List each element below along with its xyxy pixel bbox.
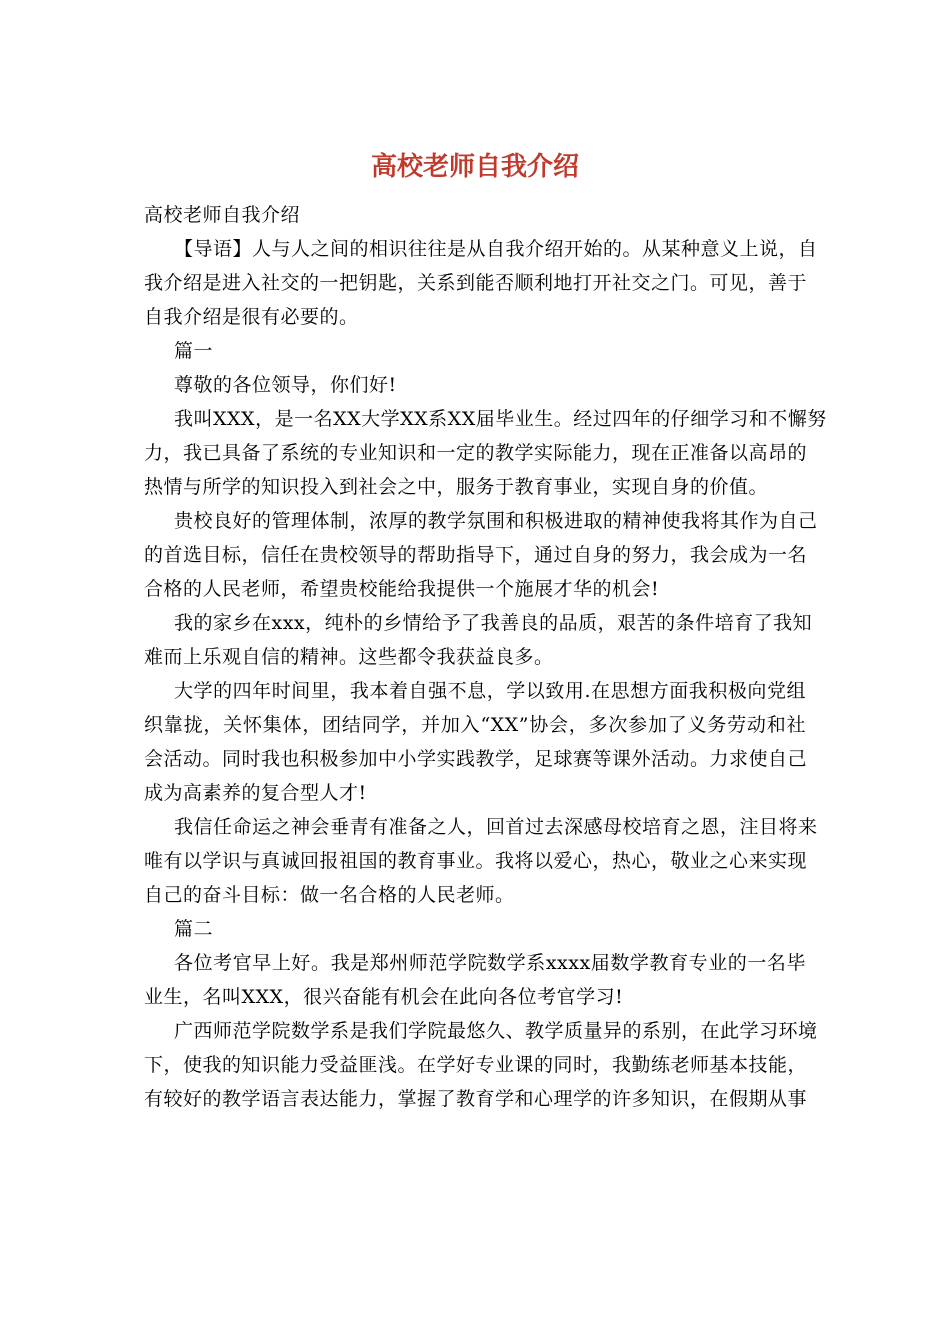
text-line: 我信任命运之神会垂青有准备之人，回首过去深感母校培育之恩，注目将来	[174, 816, 818, 838]
text-line: 我叫XXX，是一名XX大学XX系XX届毕业生。经过四年的仔细学习和不懈努	[174, 408, 827, 430]
section-heading: 篇一	[174, 340, 214, 362]
text-line: 尊敬的各位领导，你们好!	[174, 374, 397, 396]
text-line: 贵校良好的管理体制，浓厚的教学氛围和积极进取的精神使我将其作为自己	[174, 510, 818, 532]
subtitle-line: 高校老师自我介绍	[144, 204, 301, 226]
text-line: 各位考官早上好。我是郑州师范学院数学系xxxx届数学教育专业的一名毕	[174, 952, 806, 974]
text-line: 唯有以学识与真诚回报祖国的教育事业。我将以爱心，热心，敬业之心来实现	[144, 850, 808, 872]
text-line: 我介绍是进入社交的一把钥匙，关系到能否顺利地打开社交之门。可见，善于	[144, 272, 808, 294]
text-line: 难而上乐观自信的精神。这些都令我获益良多。	[144, 646, 554, 668]
document-title: 高校老师自我介绍	[370, 152, 579, 182]
text-line: 的首选目标，信任在贵校领导的帮助指导下，通过自身的努力，我会成为一名	[144, 544, 808, 566]
text-line: 自我介绍是很有必要的。	[144, 306, 359, 328]
text-line: 织靠拢，关怀集体，团结同学，并加入“XX”协会，多次参加了义务劳动和社	[144, 714, 806, 736]
text-line: 我的家乡在xxx，纯朴的乡情给予了我善良的品质，艰苦的条件培育了我知	[174, 612, 813, 634]
text-line: 下，使我的知识能力受益匪浅。在学好专业课的同时，我勤练老师基本技能，	[144, 1054, 808, 1076]
text-line: 广西师范学院数学系是我们学院最悠久、教学质量异的系别，在此学习环境	[174, 1020, 818, 1042]
text-line: 力，我已具备了系统的专业知识和一定的教学实际能力，现在正准备以高昂的	[144, 442, 808, 464]
text-line: 自己的奋斗目标：做一名合格的人民老师。	[144, 884, 515, 906]
text-line: 【导语】人与人之间的相识往往是从自我介绍开始的。从某种意义上说，自	[174, 238, 818, 260]
text-line: 有较好的教学语言表达能力，掌握了教育学和心理学的许多知识，在假期从事	[144, 1088, 808, 1110]
text-line: 大学的四年时间里，我本着自强不息，学以致用.在思想方面我积极向党组	[174, 680, 806, 702]
text-line: 热情与所学的知识投入到社会之中，服务于教育事业，实现自身的价值。	[144, 476, 769, 498]
text-line: 合格的人民老师，希望贵校能给我提供一个施展才华的机会!	[144, 578, 660, 600]
section-heading: 篇二	[174, 918, 214, 940]
text-line: 成为高素养的复合型人才!	[144, 782, 367, 804]
document-body	[144, 198, 827, 1116]
text-line: 会活动。同时我也积极参加中小学实践教学，足球赛等课外活动。力求使自己	[144, 748, 808, 770]
text-line: 业生，名叫XXX，很兴奋能有机会在此向各位考官学习!	[144, 986, 624, 1008]
